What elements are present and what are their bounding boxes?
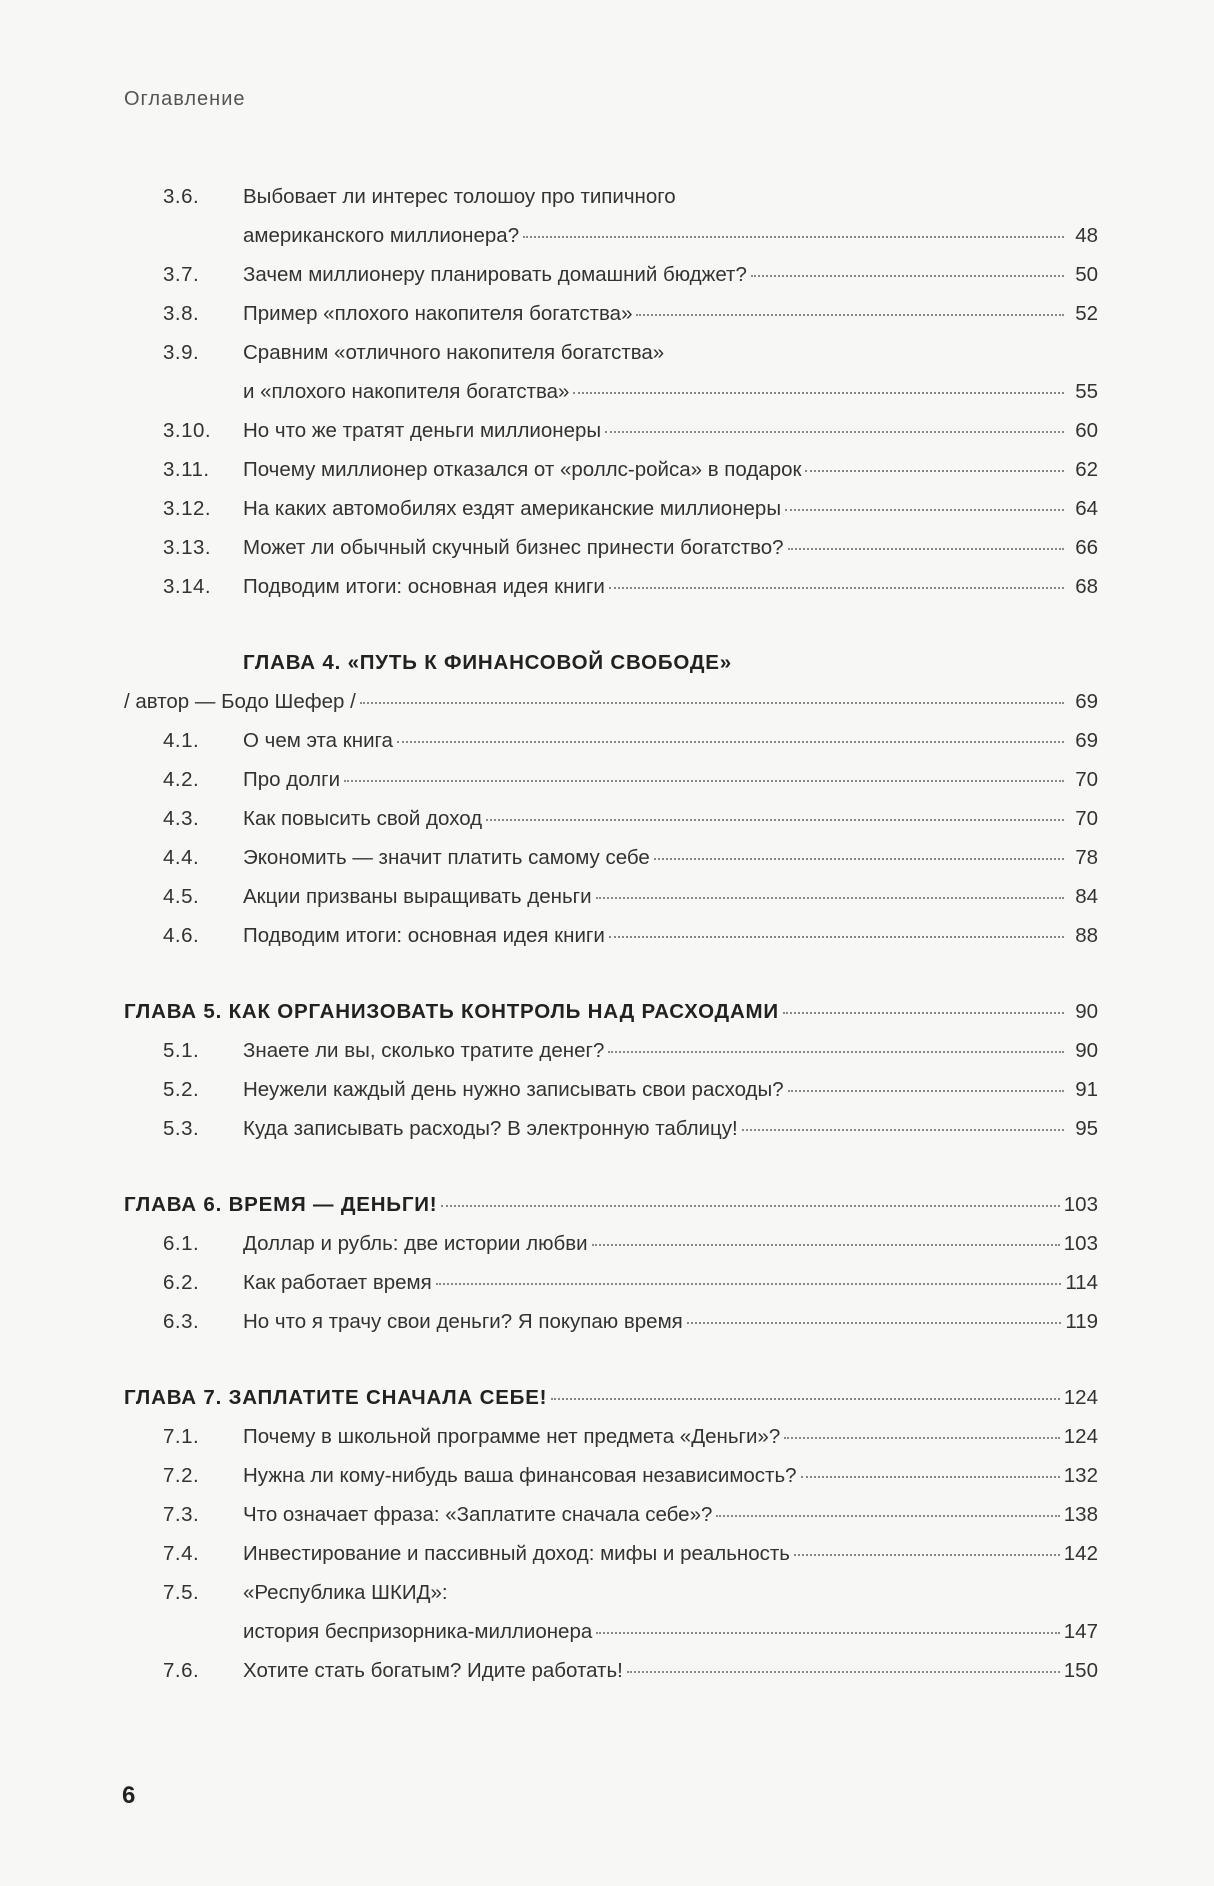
chapter-title: ГЛАВА 4. «ПУТЬ К ФИНАНСОВОЙ СВОБОДЕ»	[243, 651, 732, 674]
toc-row	[0, 1498, 1214, 1532]
dot-leader	[783, 1012, 1064, 1014]
toc-row	[0, 841, 1214, 875]
toc-row	[0, 336, 1214, 370]
toc-row	[0, 1576, 1214, 1610]
dot-leader	[654, 858, 1064, 860]
dot-leader	[573, 392, 1064, 394]
toc-row	[0, 1266, 1214, 1300]
toc-page-number: 147	[1063, 1620, 1098, 1643]
toc-entry-title: и «плохого накопителя богатства»	[243, 380, 570, 403]
toc-row	[0, 180, 1214, 214]
toc-page-number: 68	[1075, 575, 1098, 598]
dot-leader	[636, 314, 1064, 316]
toc-section-number: 4.4.	[163, 846, 200, 869]
toc-page-number: 84	[1075, 885, 1098, 908]
toc-entry-title: Как работает время	[243, 1271, 432, 1294]
toc-section-number: 7.5.	[163, 1581, 200, 1604]
toc-page-number: 150	[1063, 1659, 1098, 1682]
dot-leader	[608, 1051, 1064, 1053]
toc-page-number: 66	[1075, 536, 1098, 559]
toc-page-number: 88	[1075, 924, 1098, 947]
toc-entry-title: Но что я трачу свои деньги? Я покупаю время	[243, 1310, 683, 1333]
toc-entry-title: Нужна ли кому-нибудь ваша финансовая независимость?	[243, 1464, 797, 1487]
toc-page-number: 124	[1063, 1386, 1098, 1409]
dot-leader	[788, 548, 1064, 550]
toc-section-number: 3.8.	[163, 302, 200, 325]
dot-leader	[605, 431, 1064, 433]
dot-leader	[360, 702, 1064, 704]
toc-entry-title: / автор — Бодо Шефер /	[124, 690, 356, 713]
dot-leader	[596, 1632, 1060, 1634]
toc-row	[0, 685, 1214, 719]
toc-page-number: 50	[1075, 263, 1098, 286]
chapter-title: ГЛАВА 5. КАК ОРГАНИЗОВАТЬ КОНТРОЛЬ НАД РАСХОДАМИ	[124, 1000, 779, 1023]
toc-section-number: 4.5.	[163, 885, 200, 908]
dot-leader	[551, 1398, 1059, 1400]
toc-section-number: 3.7.	[163, 263, 200, 286]
toc-page-number: 90	[1075, 1039, 1098, 1062]
toc-row	[0, 492, 1214, 526]
toc-page-number: 114	[1065, 1271, 1098, 1294]
toc-entry-title: Доллар и рубль: две истории любви	[243, 1232, 588, 1255]
toc-page-number: 95	[1075, 1117, 1098, 1140]
toc-section-number: 6.3.	[163, 1310, 200, 1333]
toc-page-number: 119	[1065, 1310, 1098, 1333]
toc-page-number: 62	[1075, 458, 1098, 481]
toc-row	[0, 258, 1214, 292]
toc-page-number: 60	[1075, 419, 1098, 442]
running-header: Оглавление	[124, 88, 246, 110]
toc-page-number: 64	[1075, 497, 1098, 520]
toc-row	[0, 297, 1214, 331]
toc-section-number: 5.2.	[163, 1078, 200, 1101]
toc-entry-title: Почему в школьной программе нет предмета «Деньги»?	[243, 1425, 781, 1448]
toc-row	[0, 453, 1214, 487]
toc-page-number: 91	[1075, 1078, 1098, 1101]
dot-leader	[609, 936, 1064, 938]
toc-entry-title: Пример «плохого накопителя богатства»	[243, 302, 633, 325]
toc-entry-title: Почему миллионер отказался от «роллс-ройса» в подарок	[243, 458, 802, 481]
dot-leader	[436, 1283, 1062, 1285]
toc-page-number: 142	[1063, 1542, 1098, 1565]
toc-row	[0, 531, 1214, 565]
toc-chapter-row	[0, 1188, 1214, 1222]
toc-section-number: 3.9.	[163, 341, 200, 364]
toc-entry-title: Инвестирование и пассивный доход: мифы и реальность	[243, 1542, 790, 1565]
dot-leader	[716, 1515, 1059, 1517]
toc-page-number: 70	[1075, 807, 1098, 830]
toc-row	[0, 1459, 1214, 1493]
chapter-title: ГЛАВА 6. ВРЕМЯ — ДЕНЬГИ!	[124, 1193, 438, 1216]
dot-leader	[742, 1129, 1064, 1131]
dot-leader	[687, 1322, 1062, 1324]
toc-entry-title: Про долги	[243, 768, 341, 791]
toc-entry-title: Что означает фраза: «Заплатите сначала себе»?	[243, 1503, 713, 1526]
toc-page-number: 103	[1063, 1232, 1098, 1255]
toc-row	[0, 1537, 1214, 1571]
toc-page-number: 132	[1063, 1464, 1098, 1487]
dot-leader	[592, 1244, 1060, 1246]
toc-section-number: 7.2.	[163, 1464, 200, 1487]
toc-section-number: 4.3.	[163, 807, 200, 830]
toc-row	[0, 375, 1214, 409]
toc-row	[0, 1073, 1214, 1107]
dot-leader	[441, 1205, 1059, 1207]
toc-row	[0, 763, 1214, 797]
toc-page-number: 70	[1075, 768, 1098, 791]
chapter-title: ГЛАВА 7. ЗАПЛАТИТЕ СНАЧАЛА СЕБЕ!	[124, 1386, 548, 1409]
dot-leader	[805, 470, 1064, 472]
toc-entry-title: «Республика ШКИД»:	[243, 1581, 448, 1604]
toc-section-number: 5.3.	[163, 1117, 200, 1140]
toc-row	[0, 570, 1214, 604]
dot-leader	[751, 275, 1064, 277]
toc-section-number: 3.10.	[163, 419, 212, 442]
toc-row	[0, 724, 1214, 758]
toc-chapter-row	[0, 1381, 1214, 1415]
dot-leader	[596, 897, 1064, 899]
toc-row	[0, 1420, 1214, 1454]
toc-entry-title: На каких автомобилях ездят американские миллионеры	[243, 497, 782, 520]
toc-section-number: 4.2.	[163, 768, 200, 791]
dot-leader	[784, 1437, 1060, 1439]
toc-entry-title: Подводим итоги: основная идея книги	[243, 924, 605, 947]
page-number: 6	[122, 1782, 136, 1809]
toc-row	[0, 414, 1214, 448]
toc-page-number: 138	[1063, 1503, 1098, 1526]
toc-row	[0, 802, 1214, 836]
toc-entry-title: Акции призваны выращивать деньги	[243, 885, 592, 908]
toc-entry-title: Куда записывать расходы? В электронную таблицу!	[243, 1117, 738, 1140]
toc-entry-title: Выбовает ли интерес толошоу про типичного	[243, 185, 676, 208]
toc-section-number: 7.6.	[163, 1659, 200, 1682]
toc-page-number: 103	[1063, 1193, 1098, 1216]
toc-entry-title: Сравним «отличного накопителя богатства»	[243, 341, 665, 364]
toc-page-number: 69	[1075, 690, 1098, 713]
toc-section-number: 6.2.	[163, 1271, 200, 1294]
toc-entry-title: Хотите стать богатым? Идите работать!	[243, 1659, 623, 1682]
toc-row	[0, 919, 1214, 953]
toc-section-number: 3.12.	[163, 497, 212, 520]
toc-page-number: 78	[1075, 846, 1098, 869]
dot-leader	[486, 819, 1064, 821]
toc-entry-title: Зачем миллионеру планировать домашний бюджет?	[243, 263, 747, 286]
toc-row	[0, 219, 1214, 253]
toc-section-number: 4.1.	[163, 729, 200, 752]
toc-chapter-row	[0, 995, 1214, 1029]
toc-page-number: 55	[1075, 380, 1098, 403]
toc-section-number: 7.1.	[163, 1425, 200, 1448]
toc-page-number: 69	[1075, 729, 1098, 752]
toc-section-number: 3.13.	[163, 536, 212, 559]
toc-row	[0, 880, 1214, 914]
dot-leader	[801, 1476, 1060, 1478]
toc-entry-title: Знаете ли вы, сколько тратите денег?	[243, 1039, 605, 1062]
toc-entry-title: американского миллионера?	[243, 224, 520, 247]
toc-entry-title: Но что же тратят деньги миллионеры	[243, 419, 602, 442]
toc-entry-title: О чем эта книга	[243, 729, 393, 752]
toc-section-number: 3.14.	[163, 575, 212, 598]
toc-entry-title: Экономить — значит платить самому себе	[243, 846, 650, 869]
dot-leader	[397, 741, 1064, 743]
toc-section-number: 6.1.	[163, 1232, 200, 1255]
toc-row	[0, 1654, 1214, 1688]
toc-chapter-row	[0, 646, 1214, 680]
dot-leader	[785, 509, 1064, 511]
toc-section-number: 3.6.	[163, 185, 200, 208]
toc-page-number: 48	[1075, 224, 1098, 247]
toc-page-number: 90	[1075, 1000, 1098, 1023]
toc-entry-title: Как повысить свой доход	[243, 807, 483, 830]
dot-leader	[523, 236, 1064, 238]
toc-section-number: 7.3.	[163, 1503, 200, 1526]
toc-entry-title: Может ли обычный скучный бизнес принести богатство?	[243, 536, 784, 559]
toc-row	[0, 1305, 1214, 1339]
toc-section-number: 3.11.	[163, 458, 210, 481]
toc-row	[0, 1112, 1214, 1146]
dot-leader	[794, 1554, 1060, 1556]
toc-row	[0, 1034, 1214, 1068]
toc-section-number: 5.1.	[163, 1039, 200, 1062]
toc-page-number: 124	[1063, 1425, 1098, 1448]
toc-row	[0, 1615, 1214, 1649]
toc-section-number: 7.4.	[163, 1542, 200, 1565]
dot-leader	[627, 1671, 1060, 1673]
toc-entry-title: Подводим итоги: основная идея книги	[243, 575, 605, 598]
toc-entry-title: история беспризорника-миллионера	[243, 1620, 593, 1643]
dot-leader	[609, 587, 1064, 589]
toc-section-number: 4.6.	[163, 924, 200, 947]
toc-row	[0, 1227, 1214, 1261]
dot-leader	[788, 1090, 1064, 1092]
toc-entry-title: Неужели каждый день нужно записывать свои расходы?	[243, 1078, 784, 1101]
toc-page-number: 52	[1075, 302, 1098, 325]
dot-leader	[344, 780, 1064, 782]
